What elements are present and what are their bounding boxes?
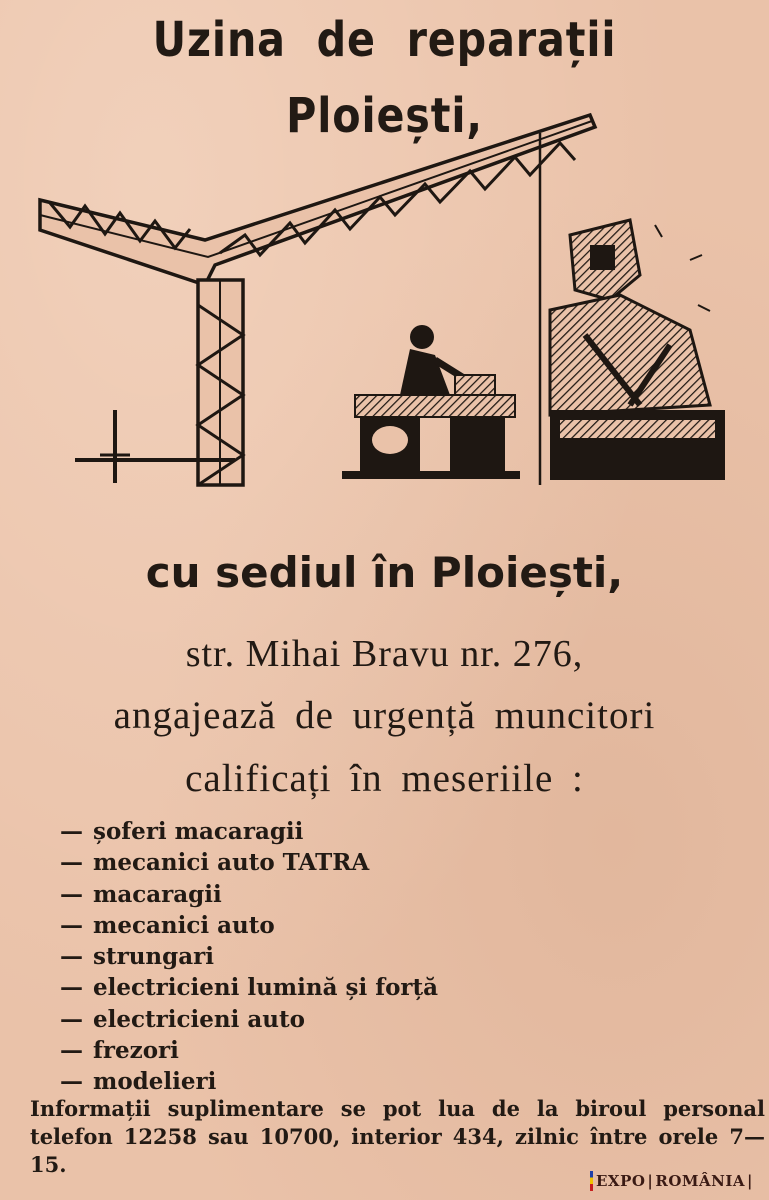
- separator: |: [747, 1172, 753, 1190]
- dash: —: [60, 943, 83, 971]
- trades-list: [60, 816, 438, 1098]
- trade-item: — macaragii: [60, 880, 222, 908]
- trade-item: — modelieri: [60, 1068, 217, 1096]
- welder-icon: [550, 220, 725, 480]
- crane-workshop-illustration: [30, 105, 730, 495]
- hiring-line-2: calificați în meseriile :: [185, 757, 584, 800]
- romanian-flag-icon: [590, 1171, 593, 1191]
- dash: —: [60, 1005, 83, 1033]
- crane-icon: [40, 115, 595, 485]
- headline: Uzina de reparații Ploiești,: [152, 12, 617, 144]
- trade-item: — frezori: [60, 1037, 179, 1065]
- dash: —: [60, 818, 83, 845]
- trade-item: — mecanici auto: [60, 911, 275, 939]
- dash: —: [60, 911, 83, 939]
- trade-item: — electricieni auto: [60, 1005, 305, 1033]
- lathe-worker-icon: [342, 325, 520, 479]
- dash: —: [60, 880, 83, 908]
- company-address: str. Mihai Bravu nr. 276,: [185, 633, 584, 675]
- separator: |: [647, 1172, 654, 1190]
- hiring-line-1: angajează de urgență muncitori: [113, 694, 656, 737]
- trade-item: — mecanici auto TATRA: [60, 849, 370, 877]
- dash: —: [60, 974, 83, 1002]
- dash: —: [60, 1068, 83, 1096]
- trade-item: — electricieni lumină și forță: [60, 974, 439, 1002]
- trade-item: — strungari: [60, 943, 214, 971]
- dash: —: [60, 849, 83, 877]
- expo-romania-watermark: EXPO | ROMÂNIA |: [590, 1170, 761, 1192]
- trade-item: — șoferi macaragii: [60, 818, 304, 845]
- contact-info: Informații suplimentare se pot lua de la biroul personal telefon 12258 sau 10700, interior 434, zilnic între orele 7—15.: [30, 1096, 765, 1177]
- company-seat-line: cu sediul în Ploiești,: [145, 548, 624, 597]
- dash: —: [60, 1037, 83, 1065]
